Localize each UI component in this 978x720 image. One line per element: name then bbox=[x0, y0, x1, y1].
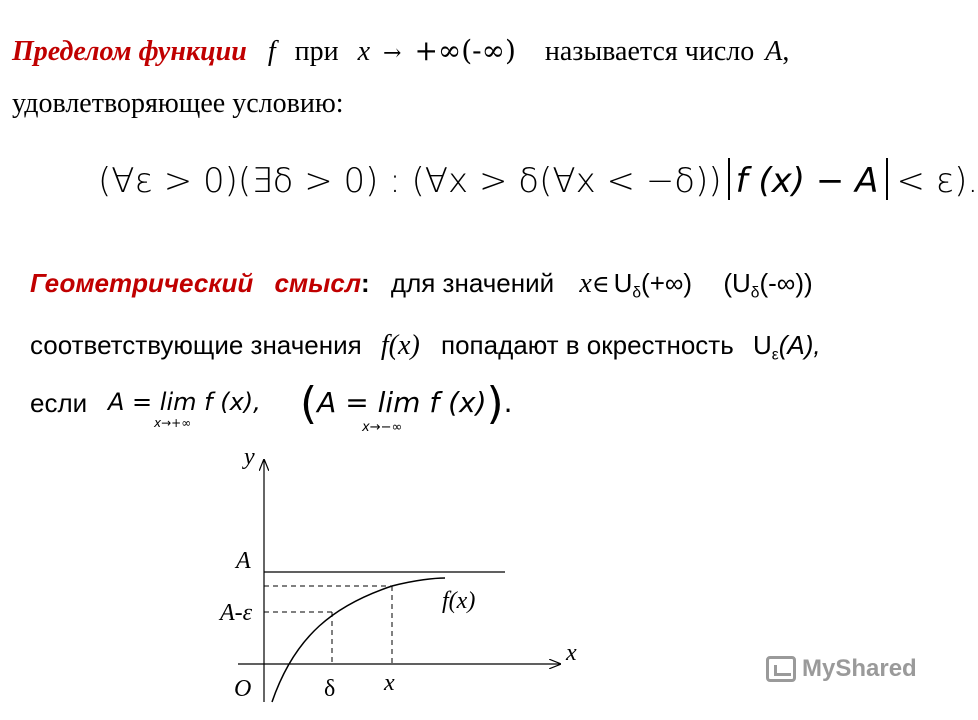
A-eps-label: A-ε bbox=[220, 600, 253, 626]
U-symbol: U bbox=[613, 268, 633, 298]
delta-label: δ bbox=[324, 676, 336, 702]
paren-right: ) bbox=[486, 378, 504, 429]
A-label: A bbox=[236, 548, 251, 574]
definition-line-2: удовлетворяющее условию: bbox=[12, 88, 344, 119]
plus-inf: (+∞) bbox=[641, 268, 693, 298]
geometric-heading: Геометрический смысл bbox=[30, 268, 361, 298]
definition-rest: называется число bbox=[544, 36, 755, 67]
formula-quantifiers: (∀ε > 0)(∃δ > 0) : (∀x > δ(∀x < −δ)) bbox=[98, 161, 722, 201]
lim1-lhs: A = lim f (x), bbox=[108, 388, 261, 416]
abs-bar-right bbox=[886, 158, 888, 200]
geometric-line-3 bbox=[30, 388, 87, 419]
fx-text: f(x) bbox=[380, 330, 420, 361]
minus-inf: (-∞)) bbox=[759, 268, 813, 298]
element-of-symbol: ∈ bbox=[591, 270, 610, 298]
period: . bbox=[503, 386, 513, 419]
x-var-2: x bbox=[579, 268, 592, 299]
U-symbol-2: U bbox=[732, 268, 751, 298]
formula bbox=[98, 158, 978, 201]
geometric-line-2 bbox=[30, 330, 821, 364]
limit-expression-2 bbox=[300, 378, 513, 435]
geometric-text1: для значений bbox=[390, 268, 555, 298]
formula-inner: f (x) − A bbox=[735, 161, 879, 201]
pri-word: при bbox=[294, 36, 339, 67]
U-symbol-3: U bbox=[752, 330, 772, 360]
watermark-text: MyShared bbox=[802, 655, 917, 682]
limit-expression-1 bbox=[108, 388, 261, 430]
esli-word: если bbox=[30, 388, 88, 418]
A-symbol: A bbox=[765, 36, 783, 67]
lim2-lhs: A = lim f (x) bbox=[317, 386, 487, 419]
formula-tail: < ε). bbox=[896, 161, 978, 201]
open-paren: ( bbox=[723, 268, 732, 298]
limit-value: +∞(-∞) bbox=[414, 34, 516, 67]
definition-line-1 bbox=[12, 34, 789, 68]
geometric-colon: : bbox=[361, 268, 370, 298]
x-point-label: x bbox=[384, 670, 395, 696]
abs-bar-left bbox=[728, 158, 730, 200]
y-axis-label: y bbox=[244, 444, 255, 470]
function-curve bbox=[272, 578, 445, 702]
lim1-under: x→+∞ bbox=[154, 416, 192, 430]
A-paren: (A), bbox=[778, 330, 821, 360]
limit-graph bbox=[200, 440, 600, 710]
function-symbol: f bbox=[267, 36, 276, 67]
delta-sub: δ bbox=[632, 284, 642, 302]
definition-term: Пределом функции bbox=[12, 36, 247, 67]
watermark-logo bbox=[766, 655, 917, 683]
myshared-icon bbox=[766, 656, 796, 682]
lim2-under: x→−∞ bbox=[362, 420, 403, 435]
arrow-symbol: → bbox=[383, 41, 402, 66]
x-axis-label: x bbox=[566, 640, 577, 666]
geometric-line2-b: попадают в окрестность bbox=[441, 330, 734, 360]
x-var: x bbox=[357, 36, 371, 67]
origin-label: O bbox=[234, 676, 252, 702]
paren-left: ( bbox=[300, 378, 318, 429]
geometric-line-1 bbox=[30, 268, 813, 302]
geometric-line2-a: соответствующие значения bbox=[30, 330, 362, 360]
comma: , bbox=[782, 36, 790, 67]
curve-label: f(x) bbox=[442, 588, 476, 614]
delta-sub-2: δ bbox=[750, 284, 760, 302]
eps-sub: ε bbox=[771, 346, 779, 364]
